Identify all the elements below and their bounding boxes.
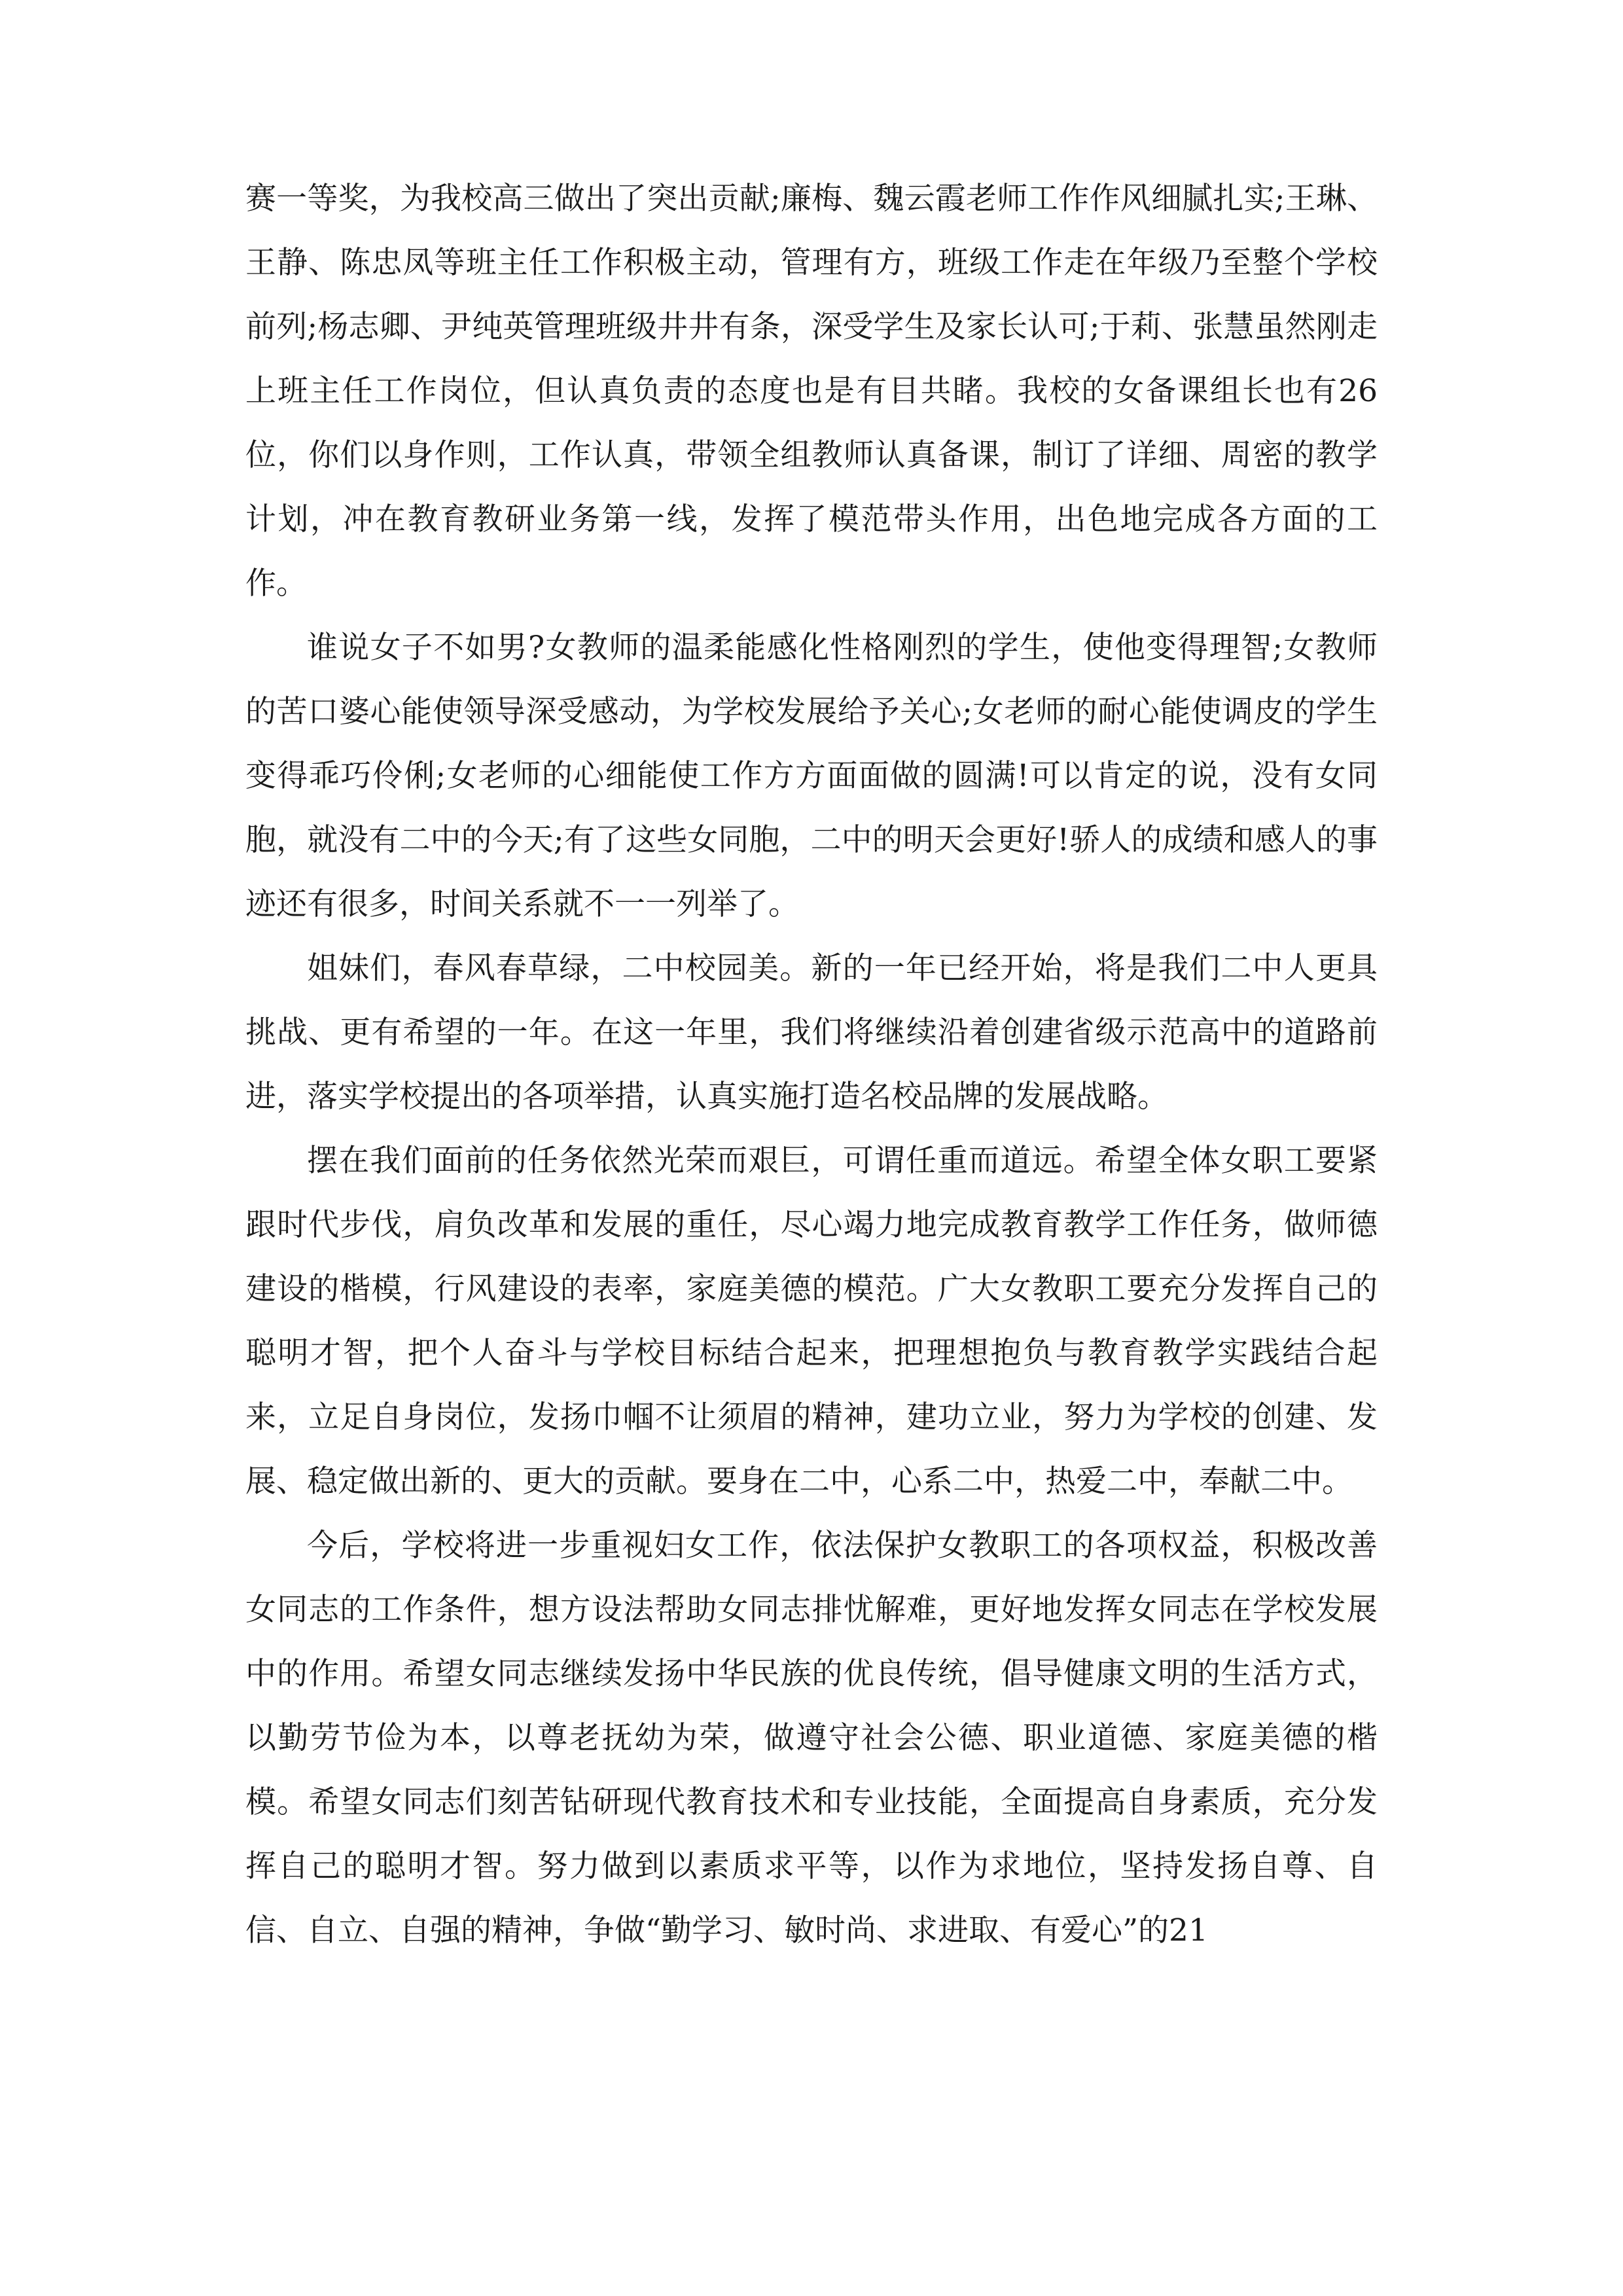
- paragraph-1: 赛一等奖，为我校高三做出了突出贡献;廉梅、魏云霞老师工作作风细腻扎实;王琳、王静、陈忠凤等班主任工作积极主动，管理有方，班级工作走在年级乃至整个学校前列;杨志卿、尹纯英管理班级井井有条，深受学生及家长认可;于莉、张慧虽然刚走上班主任工作岗位，但认真负责的态度也是有目共睹。我校的女备课组长也有26位，你们以身作则，工作认真，带领全组教师认真备课，制订了详细、周密的教学计划，冲在教育教研业务第一线，发挥了模范带头作用，出色地完成各方面的工作。: [245, 181, 1378, 601]
- paragraph-3: 姐妹们，春风春草绿，二中校园美。新的一年已经开始，将是我们二中人更具挑战、更有希望的一年。在这一年里，我们将继续沿着创建省级示范高中的道路前进，落实学校提出的各项举措，认真实施打造名校品牌的发展战略。: [245, 950, 1378, 1115]
- paragraph-2: 谁说女子不如男?女教师的温柔能感化性格刚烈的学生，使他变得理智;女教师的苦口婆心能使领导深受感动，为学校发展给予关心;女老师的耐心能使调皮的学生变得乖巧伶俐;女老师的心细能使工作方方面面做的圆满!可以肯定的说，没有女同胞，就没有二中的今天;有了这些女同胞，二中的明天会更好!骄人的成绩和感人的事迹还有很多，时间关系就不一一列举了。: [245, 630, 1378, 922]
- paragraph-4: 摆在我们面前的任务依然光荣而艰巨，可谓任重而道远。希望全体女职工要紧跟时代步伐，肩负改革和发展的重任，尽心竭力地完成教育教学工作任务，做师德建设的楷模，行风建设的表率，家庭美德的模范。广大女教职工要充分发挥自己的聪明才智，把个人奋斗与学校目标结合起来，把理想抱负与教育教学实践结合起来，立足自身岗位，发扬巾帼不让须眉的精神，建功立业，努力为学校的创建、发展、稳定做出新的、更大的贡献。要身在二中，心系二中，热爱二中，奉献二中。: [245, 1143, 1378, 1499]
- document-body: [245, 167, 1378, 1963]
- paragraph-5: 今后，学校将进一步重视妇女工作，依法保护女教职工的各项权益，积极改善女同志的工作条件，想方设法帮助女同志排忧解难，更好地发挥女同志在学校发展中的作用。希望女同志继续发扬中华民族的优良传统，倡导健康文明的生活方式，以勤劳节俭为本，以尊老抚幼为荣，做遵守社会公德、职业道德、家庭美德的楷模。希望女同志们刻苦钻研现代教育技术和专业技能，全面提高自身素质，充分发挥自己的聪明才智。努力做到以素质求平等，以作为求地位，坚持发扬自尊、自信、自立、自强的精神，争做“勤学习、敏时尚、求进取、有爱心”的21: [245, 1528, 1378, 1948]
